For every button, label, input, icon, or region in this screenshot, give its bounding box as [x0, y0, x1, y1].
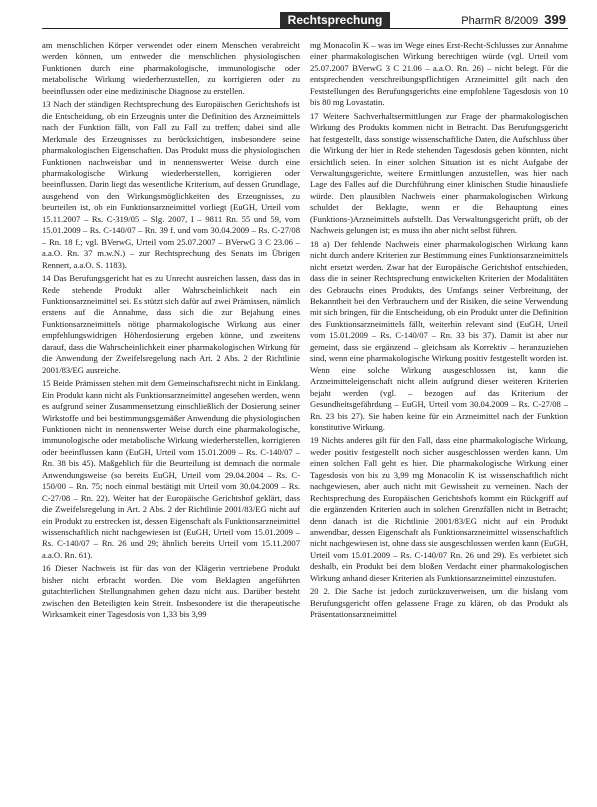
section-tab: Rechtsprechung: [280, 12, 390, 29]
paragraph-17: 17 Weitere Sachverhaltsermittlungen zur Frage der pharmakologischen Wirkung des Produkts kommen nicht in Betracht. Das Berufungsgericht hat festgestellt, dass sonstige wissenschaftliche Daten, die Aufschluss über die Wirkung der hier in Rede stehenden Tagesdosis geben könnten, nicht ersichtlich seien. In einer solchen Situation ist es nicht Aufgabe der Verwaltungsgerichte, weitere Ermittlungen anzustellen, was hier nach Lage des Falles auf die Durchführung einer klinischen Studie hinausliefe würde. Den plausiblen Nachweis einer pharmakologischen Wirkung schuldet der Beklagte, wenn er die Behauptung eines (Funktions-)Arzneimittels aufstellt. Das Verwaltungsgericht prüft, ob der Nachweis gelungen ist; es muss ihn aber nicht selbst führen.: [310, 110, 568, 236]
journal-issue: PharmR 8/2009: [461, 15, 539, 27]
paragraph-19: 19 Nichts anderes gilt für den Fall, dass eine pharmakologische Wirkung, weder positiv festgestellt noch sicher ausgeschlossen werden kann. Um einen solchen Fall geht es hier. Die pharmakologische Wirkung einer Tagesdosis von bis zu 3,99 mg Monacolin K ist wissenschaftlich nicht nachgewiesen, aber auch nicht mit Gewissheit zu verneinen. Nach der Rechtsprechung des Europäischen Gerichtshofs kommt ein Rückgriff auf die ergänzenden Kriterien auch in solchen Grenzfällen nicht in Betracht; denn danach ist die Richtlinie 2001/83/EG nicht auf ein Produkt anwendbar, dessen Eigenschaft als Funktionsarzneimittel wissenschaftlich nicht nachgewiesen ist, ohne dass sie ausgeschlossen werden kann (EuGH, Urteil vom 15.01.2009 – Rs. C-140/07 Rn. 26 und 29). Es verbietet sich deshalb, ein Produkt bei dem bloßen Verdacht einer pharmakologischen Wirkung anhand dieser Kriterien als Funktionsarzneimittel einzustufen.: [310, 435, 568, 583]
paragraph-13: 13 Nach der ständigen Rechtsprechung des Europäischen Gerichtshofs ist die Entscheidung, ob ein Erzeugnis unter die Definition des Arzneimittels nach der Funktion fällt, von Fall zu Fall zu treffen; dabei sind alle Merkmale des Erzeugnisses zu berücksichtigen, insbesondere seine pharmakologischen Eigenschaften. Das Produkt muss die physiologischen Funktionen nachweisbar und in nennenswerter Weise durch eine pharmakologische Wirkung wiederherstellen, korrigieren oder beeinflussen. Darin liegt das wesentliche Kriterium, auf dessen Grundlage, ausgehend von den Wirkungsmöglichkeiten des Erzeugnisses, zu beurteilen ist, ob ein Funktionsarzneimittel vorliegt (EuGH, Urteil vom 15.11.2007 – Rs. C-319/05 – Slg. 2007, I – 9811 Rn. 55 und 59, vom 15.01.2009 – Rs. C-140/07 – Rn. 39 f. und vom 30.04.2009 – Rs. C-27/08 – Rn. 18 f.; vgl. BVerwG, Urteil vom 25.07.2007 – BVerwG 3 C 23.06 – a.a.O. Rn. 37 m.w.N.) – zur Rechtsprechung des Senats im Übrigen Rennert, a.a.O. S. 1183).: [42, 99, 300, 270]
paragraph-15: 15 Beide Prämissen stehen mit dem Gemeinschaftsrecht nicht in Einklang. Ein Produkt kann nicht als Funktionsarzneimittel angesehen werden, wenn es aufgrund seiner Zusammensetzung einschließlich der Dosierung seiner Wirkstoffe und bei bestimmungsgemäßer Anwendung die physiologischen Funktionen nicht in nennenswerter Weise durch eine pharmakologische, immunologische oder metabolische Wirkung wiederherstellen, korrigieren oder beeinflussen kann (EuGH, Urteil vom 15.01.2009 – Rs. C-140/07 – Rn. 38 bis 45). Maßgeblich für die Beurteilung ist demnach die normale Anwendungsweise (so bereits EuGH, Urteil vom 29.04.2004 – Rs. C-150/00 – Rn. 75; noch einmal bestätigt mit Urteil vom 30.04.2009 – Rs. C-27/08 – Rn. 22). Weiter hat der Europäische Gerichtshof geklärt, dass die Zweifelsregelung in Art. 2 Abs. 2 der Richtlinie 2001/83/EG nicht auf ein Produkt zu erstrecken ist, dessen Eigenschaft als Funktionsarzneimittel wissenschaftlich nicht nachgewiesen ist (EuGH, Urteil vom 15.01.2009 – Rs. C-140/07 – Rn. 26 und 29; ähnlich bereits Urteil vom 15.11.2007 a.a.O. Rn. 61).: [42, 378, 300, 560]
header-rule: [42, 28, 568, 29]
paragraph-continued-right: mg Monacolin K – was im Wege eines Erst-Recht-Schlusses zur Annahme einer pharmakologischen Wirkung berechtigen würde (vgl. Urteil vom 25.07.2007 BVerwG 3 C 21.06 – a.a.O. Rn. 26) – nicht belegt. Für die entsprechenden verschreibungspflichtigen Arzneimittel gilt nach den Feststellungen des Berufungsgerichts eine empfohlene Tagesdosis von 10 bis 80 mg Lovastatin.: [310, 40, 568, 108]
page-number: 399: [544, 12, 566, 27]
page-header: [42, 8, 568, 36]
paragraph-14: 14 Das Berufungsgericht hat es zu Unrecht ausreichen lassen, dass das in Rede stehende Produkt aller Wahrscheinlichkeit nach ein Funktionsarzneimittel sei. Es stützt sich dafür auf zwei Prämissen, nämlich erstens auf die Annahme, dass sich die zur Bejahung eines Funktionsarzneimittels nötige pharmakologische Wirkung aus einer empfehlungswidrigen Höherdosierung ergeben könne, und zweitens darauf, dass die Wahrscheinlichkeit einer pharmakologischen Wirkung für die Anwendung der Zweifelsregelung nach Art. 2 Abs. 2 der Richtlinie 2001/83/EG ausreiche.: [42, 273, 300, 375]
paragraph-18: 18 a) Der fehlende Nachweis einer pharmakologischen Wirkung kann nicht durch andere Kriterien zur Bestimmung eines Funktionsarzneimittels nicht ersetzt werden. Zwar hat der Europäische Gerichtshof entschieden, dass die in seiner Rechtsprechung entwickelten Kriterien der Modalitäten des Gebrauchs eines Produkts, des Umfangs seiner Verbreitung, der Bekanntheit bei den Verbrauchern und der Risiken, die seine Verwendung mit sich bringen, für die Entscheidung, ob ein Produkt unter die Definition des Funktionsarzneimittels fällt, weiterhin relevant sind (EuGH, Urteil vom 15.01.2009 – Rs. C-140/07 – Rn. 33 bis 37). Damit ist aber nur gemeint, dass sie ergänzend – gleichsam als Korrektiv – heranzuziehen sind, wenn eine pharmakologische Wirkung positiv festgestellt worden ist. Wenn eine solche Wirkung ausgeschlossen ist, kann die Arzneimitteleigenschaft nicht allein aufgrund dieser weiteren Kriterien bejaht werden (vgl. – bezogen auf das Kriterium der Gesundheitsgefährdung – EuGH, Urteil vom 30.04.2009 – Rs. C-27/08 – Rn. 23 bis 27). Sie haben keine für ein Arzneimittel nach der Funktion konstitutive Wirkung.: [310, 238, 568, 432]
journal-info: [461, 12, 566, 29]
paragraph-continued: am menschlichen Körper verwendet oder einem Menschen verabreicht werden können, um entweder die menschlichen physiologischen Funktionen durch eine pharmakologische, immunologische oder metabolische Wirkung wiederherzustellen, zu korrigieren oder zu beeinflussen oder eine medizinische Diagnose zu erstellen.: [42, 40, 300, 96]
paragraph-20: 20 2. Die Sache ist jedoch zurückzuverweisen, um die bislang vom Berufungsgericht offen gelassene Frage zu klären, ob das Produkt als Präsentationsarzneimittel: [310, 586, 568, 620]
right-column: [310, 40, 568, 623]
paragraph-16: 16 Dieser Nachweis ist für das von der Klägerin vertriebene Produkt bisher nicht erbracht worden. Die vom Beklagten angeführten gutachterlichen Stellungnahmen gehen dazu nicht aus. Darüber besteht zwischen den Beteiligten kein Streit. Insbesondere ist die therapeutische Wirksamkeit einer Tagesdosis von 1,33 bis 3,99: [42, 563, 300, 620]
left-column: [42, 40, 300, 623]
